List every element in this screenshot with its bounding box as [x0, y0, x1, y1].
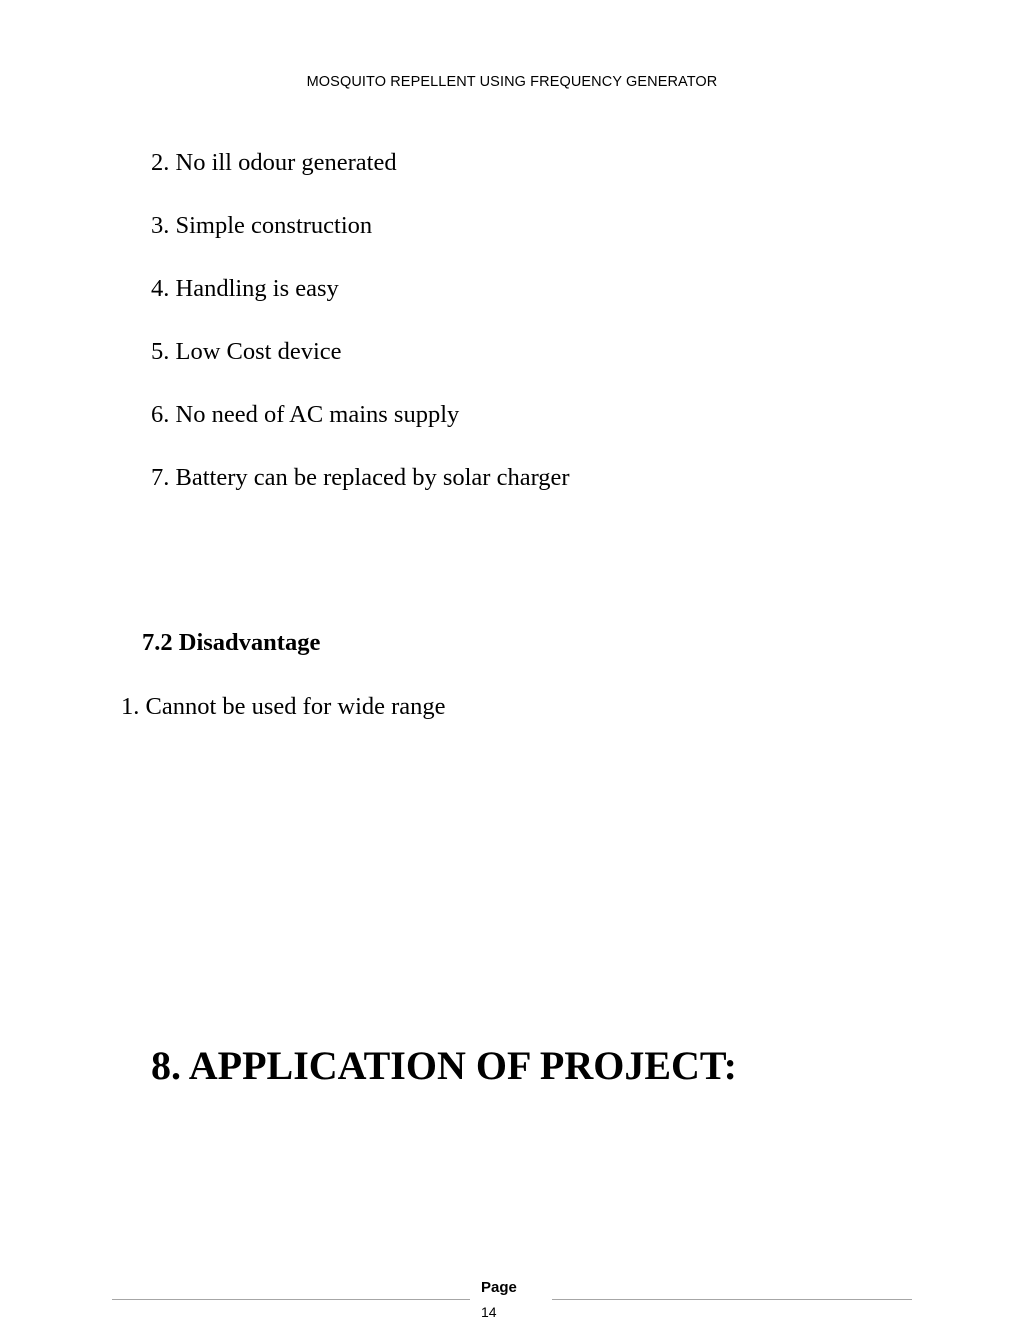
- disadvantage-heading: 7.2 Disadvantage: [142, 629, 321, 656]
- list-item: 6. No need of AC mains supply: [151, 401, 460, 428]
- list-item: 2. No ill odour generated: [151, 149, 397, 176]
- footer-divider-right: [552, 1299, 912, 1300]
- chapter-heading: 8. APPLICATION OF PROJECT:: [151, 1043, 737, 1088]
- footer-divider-left: [112, 1299, 470, 1300]
- list-item: 5. Low Cost device: [151, 338, 342, 365]
- page-number: 14: [481, 1304, 497, 1320]
- running-header: MOSQUITO REPELLENT USING FREQUENCY GENERATOR: [306, 74, 718, 90]
- list-item: 3. Simple construction: [151, 212, 373, 239]
- list-item: 1. Cannot be used for wide range: [121, 693, 446, 720]
- list-item: 4. Handling is easy: [151, 275, 339, 302]
- list-item: 7. Battery can be replaced by solar charger: [151, 464, 570, 491]
- advantages-list: [151, 148, 570, 526]
- page-label: Page: [481, 1279, 517, 1296]
